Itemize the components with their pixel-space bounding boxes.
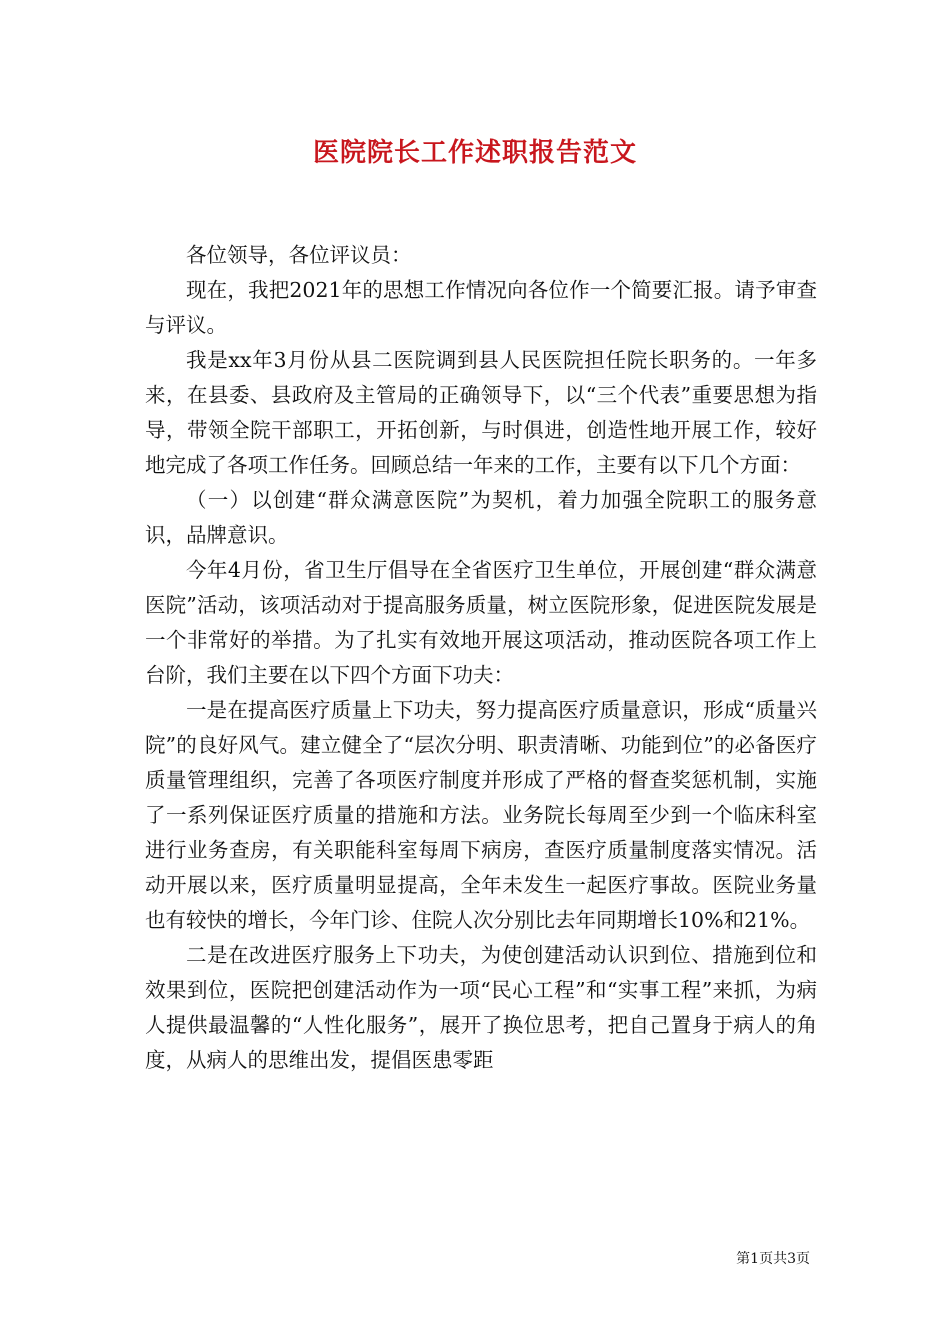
paragraph: 一是在提高医疗质量上下功夫，努力提高医疗质量意识，形成“质量兴院”的良好风气。建立健全了“层次分明、职责清晰、功能到位”的必备医疗质量管理组织，完善了各项医疗制度并形成了严格的督查奖惩机制，实施了一系列保证医疗质量的措施和方法。业务院长每周至少到一个临床科室进行业务查房，有关职能科室每周下病房，查医疗质量制度落实情况。活动开展以来，医疗质量明显提高，全年未发生一起医疗事故。医院业务量也有较快的增长，今年门诊、住院人次分别比去年同期增长10%和21%。 (145, 698, 817, 932)
paragraph: 今年4月份，省卫生厅倡导在全省医疗卫生单位，开展创建“群众满意医院”活动，该项活动对于提高服务质量，树立医院形象，促进医院发展是一个非常好的举措。为了扎实有效地开展这项活动，推动医院各项工作上台阶，我们主要在以下四个方面下功夫： (145, 558, 817, 687)
document-title: 医院院长工作述职报告范文 (312, 138, 637, 168)
paragraph: 现在，我把2021年的思想工作情况向各位作一个简要汇报。请予审查与评议。 (145, 278, 817, 337)
paragraph: （一）以创建“群众满意医院”为契机，着力加强全院职工的服务意识，品牌意识。 (145, 488, 817, 547)
document-body (145, 238, 817, 1078)
paragraph: 二是在改进医疗服务上下功夫，为使创建活动认识到位、措施到位和效果到位，医院把创建活动作为一项“民心工程”和“实事工程”来抓，为病人提供最温馨的“人性化服务”，展开了换位思考，把自己置身于病人的角度，从病人的思维出发，提倡医患零距 (145, 943, 817, 1072)
paragraph: 我是xx年3月份从县二医院调到县人民医院担任院长职务的。一年多来，在县委、县政府及主管局的正确领导下，以“三个代表”重要思想为指导，带领全院干部职工，开拓创新，与时俱进，创造性地开展工作，较好地完成了各项工作任务。回顾总结一年来的工作，主要有以下几个方面： (145, 348, 817, 477)
paragraph-greeting: 各位领导，各位评议员： (186, 243, 412, 267)
page-number: 第1页共3页 (736, 1251, 810, 1267)
